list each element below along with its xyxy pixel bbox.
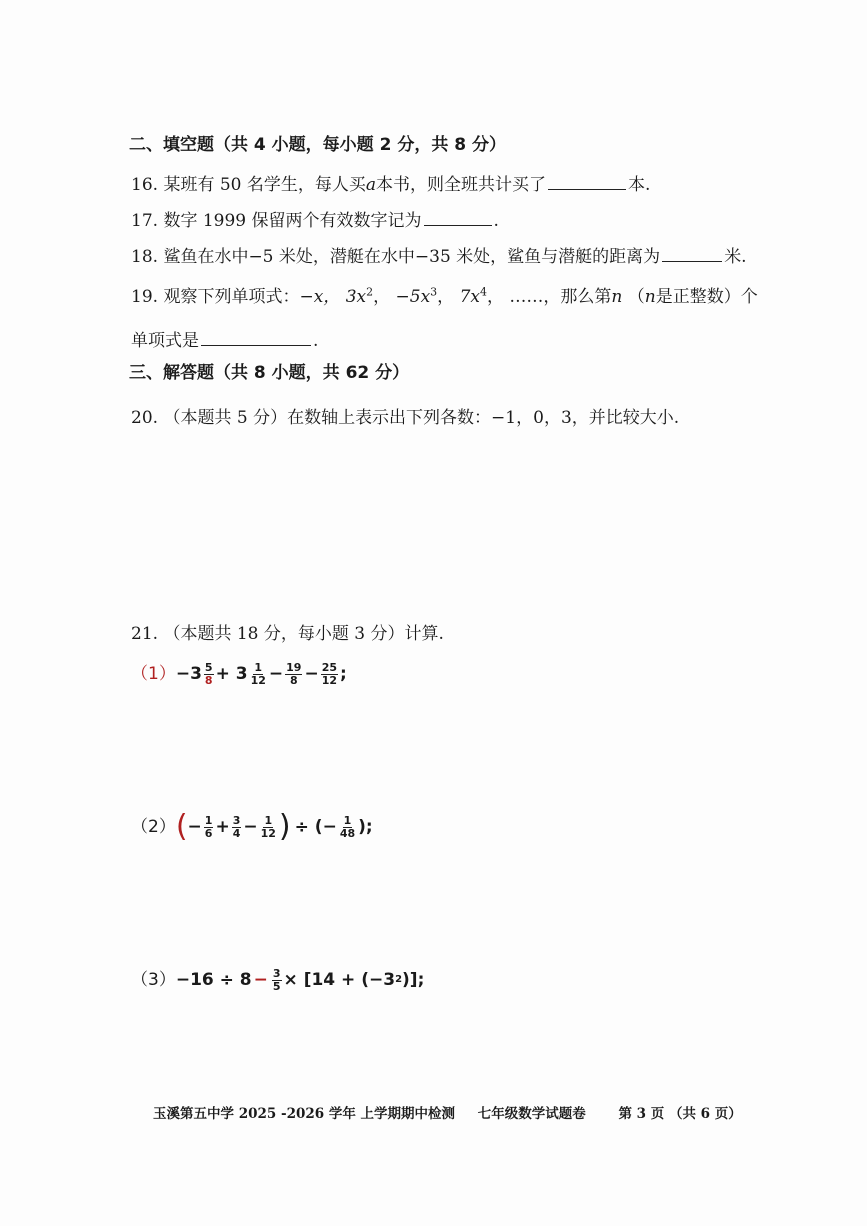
question-21-part-1: （1） −3 $\frac{5}{8}$ + 3 $\frac{1}{12}$ − $\frac{19}{8}$ − $\frac{25}{12}$ ; bbox=[131, 661, 347, 687]
fraction: $\frac{1}{6}$ bbox=[204, 813, 213, 840]
question-17: 17. 数字 1999 保留两个有效数字记为 . bbox=[131, 211, 499, 231]
footer-page: 第 3 页 （共 6 页） bbox=[618, 1106, 742, 1122]
question-21: 21. （本题共 18 分，每小题 3 分）计算. bbox=[131, 624, 444, 644]
fraction: $\frac{1}{48}$ bbox=[339, 813, 356, 840]
question-19-line2: 单项式是 . bbox=[131, 331, 319, 351]
question-16: 16. 某班有 50 名学生，每人买a本书，则全班共计买了 本. bbox=[131, 175, 651, 195]
answer-blank-17[interactable] bbox=[424, 210, 492, 226]
fraction: $\frac{5}{8}$ bbox=[204, 661, 213, 687]
question-19: 19. 观察下列单项式：−x， $3x^2$， $-5x^3$， $7x^4$， ……，那么第n （n是正整数）个 bbox=[131, 285, 758, 307]
answer-blank-18[interactable] bbox=[662, 246, 722, 262]
question-20: 20. （本题共 5 分）在数轴上表示出下列各数：−1，0，3，并比较大小. bbox=[131, 408, 680, 428]
question-21-part-3: （3） −16 ÷ 8 − $\frac{3}{5}$ × [14 + (−3 2 )]; bbox=[131, 967, 425, 993]
section-2-title: 二、填空题（共 4 小题，每小题 2 分，共 8 分） bbox=[129, 135, 506, 155]
page-footer bbox=[153, 1102, 752, 1122]
section-3-title: 三、解答题（共 8 小题，共 62 分） bbox=[129, 363, 410, 383]
answer-blank-19[interactable] bbox=[201, 330, 311, 346]
fraction: $\frac{1}{12}$ bbox=[250, 661, 266, 687]
footer-subject: 七年级数学试题卷 bbox=[477, 1106, 586, 1122]
question-21-part-2: （2） ( − $\frac{1}{6}$ + $\frac{3}{4}$ − $\frac{1}{12}$ ) ÷ (− $\frac{1}{48}$ ); bbox=[131, 809, 373, 844]
fraction: $\frac{1}{12}$ bbox=[260, 813, 276, 840]
answer-blank-16[interactable] bbox=[548, 174, 626, 190]
fraction: $\frac{25}{12}$ bbox=[321, 661, 337, 687]
footer-school: 玉溪第五中学 2025 -2026 学年 上学期期中检测 bbox=[153, 1106, 456, 1122]
fraction: $\frac{3}{4}$ bbox=[232, 813, 241, 840]
fraction: $\frac{19}{8}$ bbox=[286, 661, 302, 687]
question-18: 18. 鲨鱼在水中−5 米处，潜艇在水中−35 米处，鲨鱼与潜艇的距离为 米. bbox=[131, 247, 747, 267]
fraction: $\frac{3}{5}$ bbox=[272, 967, 281, 993]
